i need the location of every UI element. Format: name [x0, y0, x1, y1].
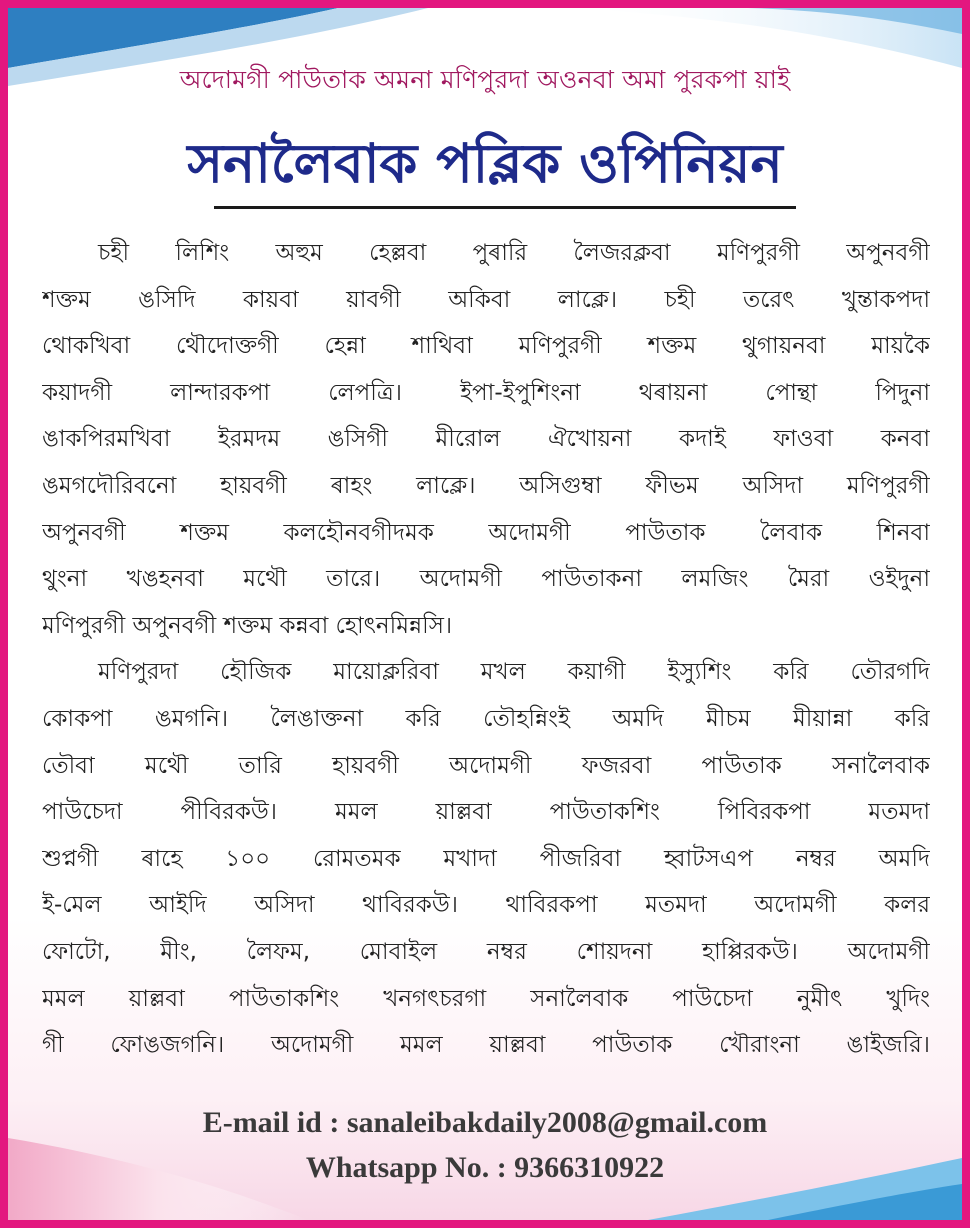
- paragraph-line: অপুনবগী শক্তম কলহৌনবগীদমক অদোমগী পাউতাক লৈবাক শিনবা: [42, 519, 930, 546]
- paragraph-line: কোকপা ঙমগনি। লৈঙাক্তনা করি তৌহন্নিংই অমদি মীচম মীয়ান্না করি: [42, 705, 930, 732]
- paragraph-line: তৌবা মথৌ তারি হায়বগী অদোমগী ফজরবা পাউতাক সনালৈবাক: [42, 752, 930, 779]
- paragraph-line: ফোটো, মীং, লৈফম, মোবাইল নম্বর শোয়দনা হাপ্পিরকউ। অদোমগী: [42, 938, 930, 965]
- paragraph-line: কয়াদগী লান্দারকপা লেপত্রি। ইপা-ইপুশিংনা থৰায়না পোন্থা পিদুনা: [42, 379, 930, 406]
- notice-body: [42, 230, 930, 1069]
- contact-email: E-mail id : sanaleibakdaily2008@gmail.com: [202, 1106, 768, 1139]
- paragraph-line: থোকখিবা থৌদোক্তগী হেন্না শাথিবা মণিপুরগী শক্তম থুগায়নবা মায়কৈ: [42, 333, 930, 360]
- paragraph-line: মণিপুরদা হৌজিক মায়োক্লরিবা মখল কয়াগী ইস্যুশিং করি তৌরগদি: [98, 659, 930, 686]
- paragraph-line: পাউচেদা পীবিরকউ। মমল য়াল্লবা পাউতাকশিং পিবিরকপা মতমদা: [42, 799, 930, 826]
- title-underline: [214, 206, 796, 209]
- contact-whatsapp: Whatsapp No. : 9366310922: [305, 1151, 665, 1184]
- paragraph-line: ঙাকপিরমখিবা ইরমদম ঙসিগী মীরোল ঐখোয়না কদাই ফাওবা কনবা: [42, 426, 930, 453]
- header-tagline: অদোমগী পাউতাক অমনা মণিপুরদা অওনবা অমা পুরকপা য়াই: [179, 65, 791, 94]
- notice-content: [8, 8, 962, 1220]
- paragraph-line: শক্তম ঙসিদি কায়বা য়াবগী অকিবা লাক্লে। চহী তরেৎ খুন্তাকপদা: [42, 286, 930, 313]
- paragraph-line: ঙমগদৌরিবনো হায়বগী ৰাহং লাক্লে। অসিগুম্বা ফীভম অসিদা মণিপুরগী: [42, 472, 930, 499]
- paragraph-line: ই-মেল আইদি অসিদা থাবিরকউ। থাবিরকপা মতমদা অদোমগী কলর: [42, 892, 930, 919]
- paragraph-2: [42, 649, 930, 1068]
- paragraph-line: চহী লিশিং অহুম হেল্লবা পুৰারি লৈজরক্লবা মণিপুরগী অপুনবগী: [98, 240, 930, 266]
- paragraph-1: [42, 230, 930, 649]
- paragraph-line: গী ফোঙজগনি। অদোমগী মমল য়াল্লবা পাউতাক খৌরাংনা ঙাইজরি।: [42, 1032, 930, 1059]
- page-title: সনালৈবাক পব্লিক ওপিনিয়ন: [187, 132, 783, 195]
- paragraph-line: শুপ্নগী ৰাহে ১০০ রোমতমক মখাদা পীজরিবা হ্বাটসএপ নম্বর অমদি: [42, 845, 930, 872]
- paragraph-line: মণিপুরগী অপুনবগী শক্তম কন্নবা হোৎনমিন্নসি।: [42, 612, 453, 639]
- paragraph-line: মমল য়াল্লবা পাউতাকশিং খনগৎচরগা সনালৈবাক পাউচেদা নুমীৎ খুদিং: [42, 985, 930, 1012]
- paragraph-line: থুংনা খঙহনবা মথৌ তারে। অদোমগী পাউতাকনা লমজিং মৈরা ওইদুনা: [42, 566, 930, 593]
